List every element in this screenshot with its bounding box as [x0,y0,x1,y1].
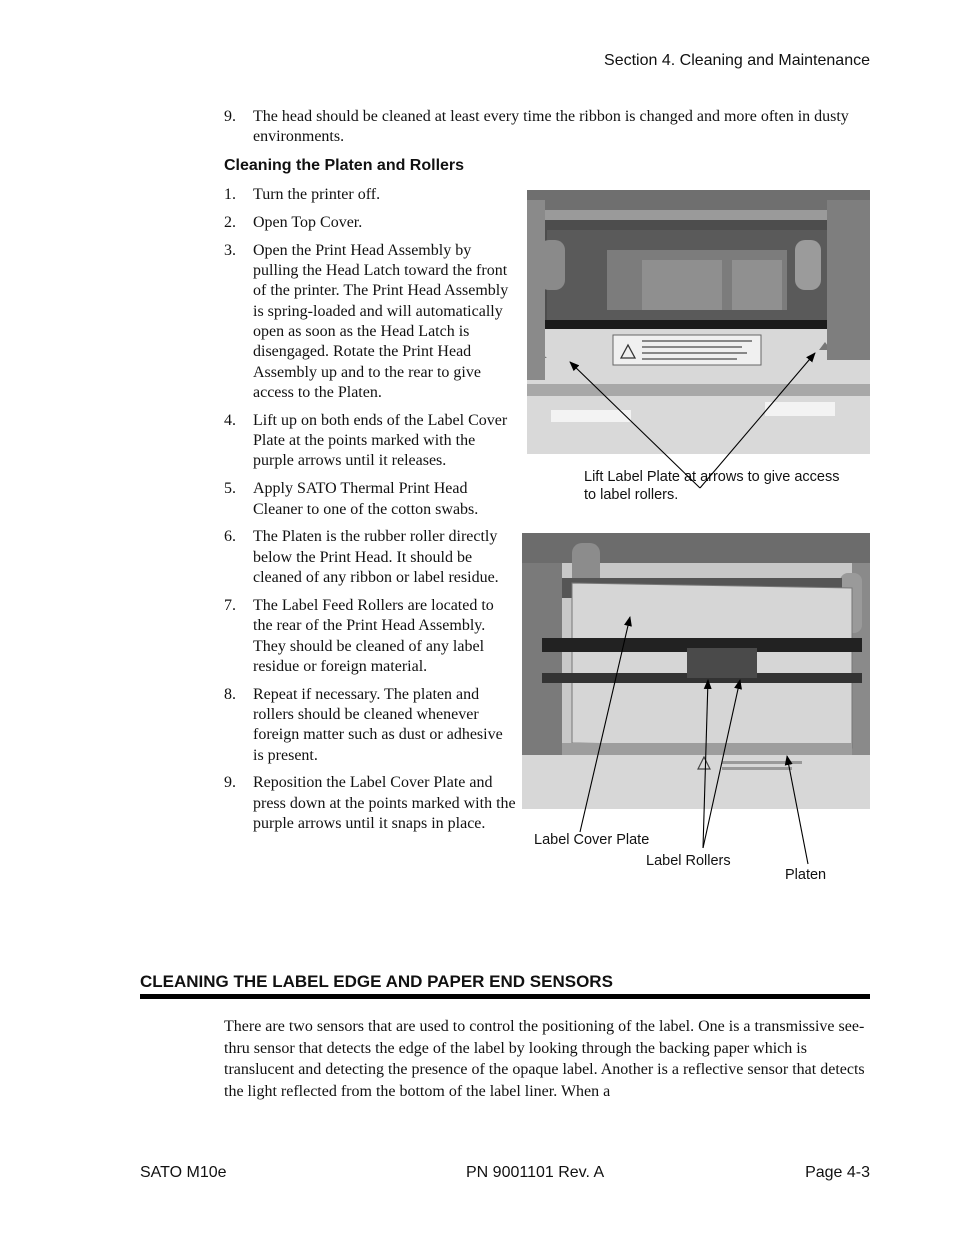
section-paragraph: There are two sensors that are used to control the positioning of the label. One is a transmissive see-thru sensor that detects the edge of the label by looking through the backing paper which is translucent and detecting the presence of the opaque label. Another is a reflective sensor that detects the light reflected from the bottom of the label liner. When a [224,1018,865,1100]
printer-label-plate-photo [527,190,870,454]
footer-page-number: Page 4-3 [805,1164,870,1181]
step-number: 9. [224,774,236,792]
step-item [224,773,516,834]
section-heading: CLEANING THE LABEL EDGE AND PAPER END SENSORS [140,972,613,991]
previous-step-9 [224,107,864,147]
step-item [224,185,516,205]
step-text: Repeat if necessary. The platen and rollers should be cleaned whenever foreign matter such as dust or adhesive is present. [253,685,503,764]
step-item [224,479,516,520]
running-header: Section 4. Cleaning and Maintenance [604,52,870,69]
step-text: Apply SATO Thermal Print Head Cleaner to one of the cotton swabs. [253,480,479,518]
step-number: 2. [224,213,236,231]
subsection-title: Cleaning the Platen and Rollers [224,157,465,174]
label-cover-plate-callout: Label Cover Plate [534,832,650,848]
step-text: Lift up on both ends of the Label Cover Plate at the points marked with the purple arrows until it releases. [253,411,508,470]
label-rollers-callout: Label Rollers [646,853,731,869]
step-text: Reposition the Label Cover Plate and press down at the points marked with the purple arrows until it snaps in place. [253,774,516,833]
step-text: Open the Print Head Assembly by pulling the Head Latch toward the front of the printer. The Print Head Assembly is spring-loaded and will automatically open as soon as the Head Latch is disengaged. Rotate the Print Head Assembly up and to the rear to give access to the Platen. [253,241,509,401]
step-number: 1. [224,186,236,203]
step-text: Open Top Cover. [253,213,363,231]
step-item [224,241,516,403]
step-text: The Label Feed Rollers are located to the rear of the Print Head Assembly. They should be cleaned of any label residue or foreign material. [253,596,494,675]
step-number: 9. [224,108,236,125]
step-text: The head should be cleaned at least every time the ribbon is changed and more often in dusty environments. [253,108,849,145]
footer-part-number: PN 9001101 Rev. A [466,1164,605,1181]
step-number: 5. [224,480,236,498]
step-number: 8. [224,685,236,703]
figure1-caption: Lift Label Plate at arrows to give access to label rollers. [584,469,840,503]
footer-product: SATO M10e [140,1164,227,1181]
step-item [224,213,516,233]
step-number: 3. [224,241,236,259]
printer-interior-illustration [527,190,870,454]
cleaning-steps-list [224,185,516,842]
step-number: 7. [224,596,236,614]
step-text: Turn the printer off. [253,186,381,203]
printer-rollers-photo [522,533,870,809]
platen-callout: Platen [785,867,827,883]
step-item [224,527,516,588]
step-text: The Platen is the rubber roller directly below the Print Head. It should be cleaned of any ribbon or label residue. [253,528,499,587]
step-number: 6. [224,528,236,546]
step-item [224,685,516,766]
step-item [224,411,516,472]
step-number: 4. [224,411,236,429]
rollers-illustration [522,533,870,809]
step-item [224,596,516,677]
section-rule [140,994,870,999]
